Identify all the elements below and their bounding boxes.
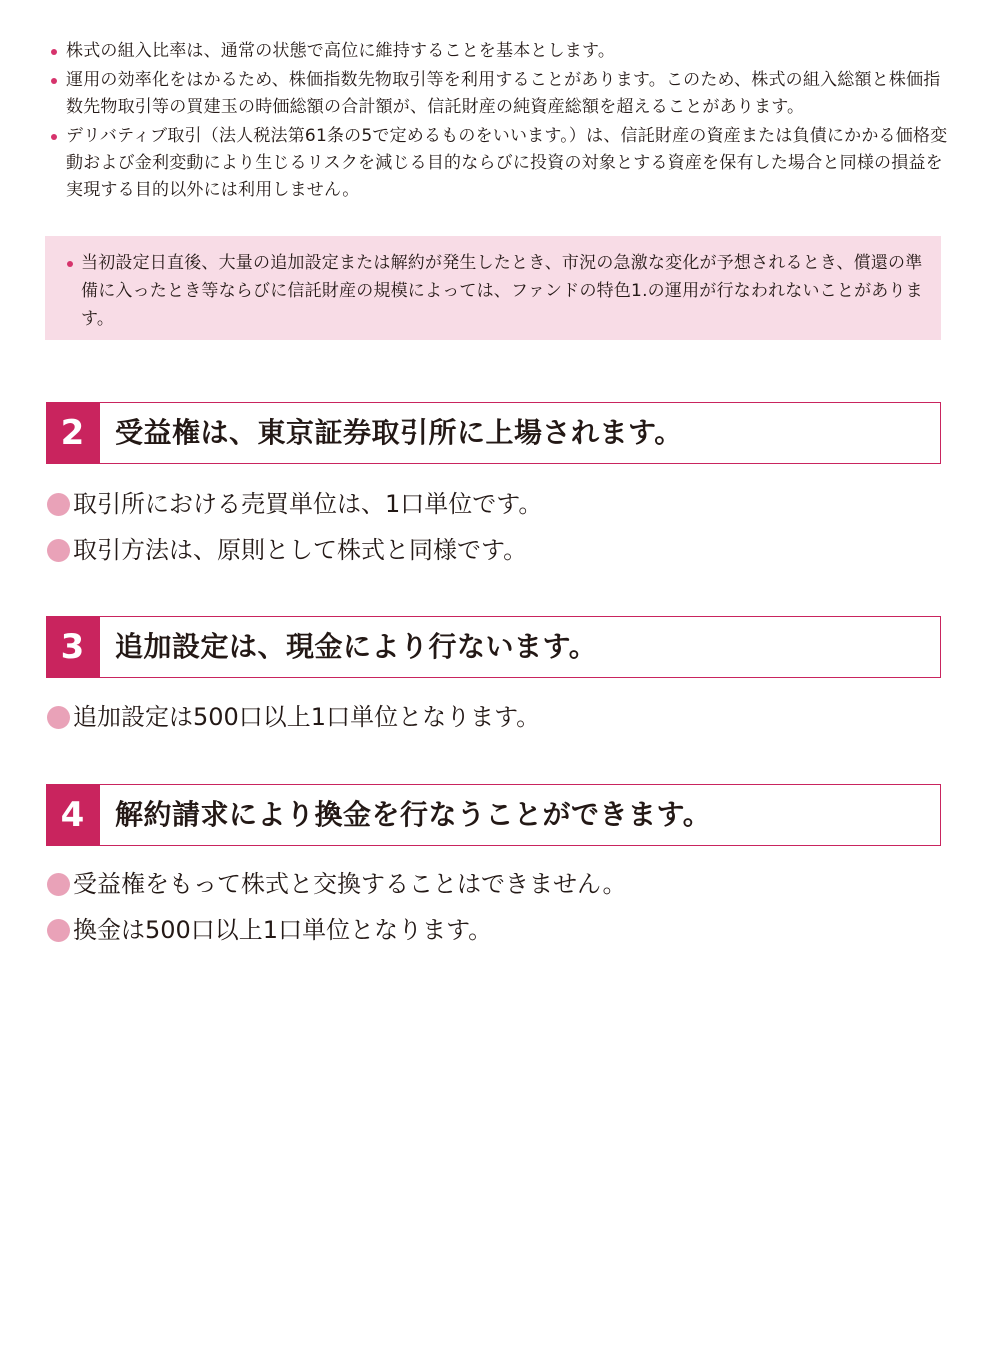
list-item-text: 追加設定は500口以上1口単位となります。 <box>73 703 541 731</box>
section-title: 受益権は、東京証券取引所に上場されます。 <box>115 416 683 449</box>
intro-item <box>48 67 948 121</box>
section-header-4 <box>46 784 941 846</box>
circle-bullet-icon <box>47 919 70 942</box>
list-item-text: 取引方法は、原則として株式と同様です。 <box>73 536 528 564</box>
intro-item-text: 運用の効率化をはかるため、株価指数先物取引等を利用することがあります。このため、株式の組入総額と株価指数先物取引等の買建玉の時価総額の合計額が、信託財産の純資産総額を超えることがあります。 <box>66 70 941 117</box>
note-item <box>65 249 927 333</box>
section-title: 解約請求により換金を行なうことができます。 <box>115 798 712 831</box>
section-number: 3 <box>46 616 100 678</box>
circle-bullet-icon <box>47 873 70 896</box>
section-2-bullets <box>47 489 542 581</box>
intro-list <box>48 38 948 206</box>
list-item <box>47 869 626 899</box>
list-item <box>47 702 540 732</box>
list-item <box>47 489 542 519</box>
section-4-bullets <box>47 869 626 961</box>
list-item-text: 取引所における売買単位は、1口単位です。 <box>73 490 543 518</box>
section-header-2 <box>46 402 941 464</box>
intro-item-text: デリバティブ取引（法人税法第61条の5で定めるものをいいます。）は、信託財産の資産または負債にかかる価格変動および金利変動により生じるリスクを減じる目的ならびに投資の対象とする資産を保有した場合と同様の損益を実現する目的以外には利用しません。 <box>66 126 948 200</box>
section-3-bullets <box>47 702 540 748</box>
section-number: 2 <box>46 402 100 464</box>
list-item-text: 換金は500口以上1口単位となります。 <box>73 916 493 944</box>
circle-bullet-icon <box>47 706 70 729</box>
note-text: 当初設定日直後、大量の追加設定または解約が発生したとき、市況の急激な変化が予想されるとき、償還の準備に入ったとき等ならびに信託財産の規模によっては、ファンドの特色1.の運用が行なわれないことがあります。 <box>81 253 923 329</box>
bullet-dot-icon <box>51 78 57 84</box>
section-header-3 <box>46 616 941 678</box>
list-item <box>47 915 626 945</box>
bullet-dot-icon <box>67 261 73 267</box>
bullet-dot-icon <box>51 134 57 140</box>
list-item-text: 受益権をもって株式と交換することはできません。 <box>73 870 627 898</box>
intro-item <box>48 123 948 204</box>
circle-bullet-icon <box>47 493 70 516</box>
section-number: 4 <box>46 784 100 846</box>
circle-bullet-icon <box>47 539 70 562</box>
note-box <box>45 236 941 340</box>
list-item <box>47 535 542 565</box>
section-title: 追加設定は、現金により行ないます。 <box>115 630 598 663</box>
intro-item <box>48 38 948 65</box>
intro-item-text: 株式の組入比率は、通常の状態で高位に維持することを基本とします。 <box>66 41 616 61</box>
bullet-dot-icon <box>51 49 57 55</box>
